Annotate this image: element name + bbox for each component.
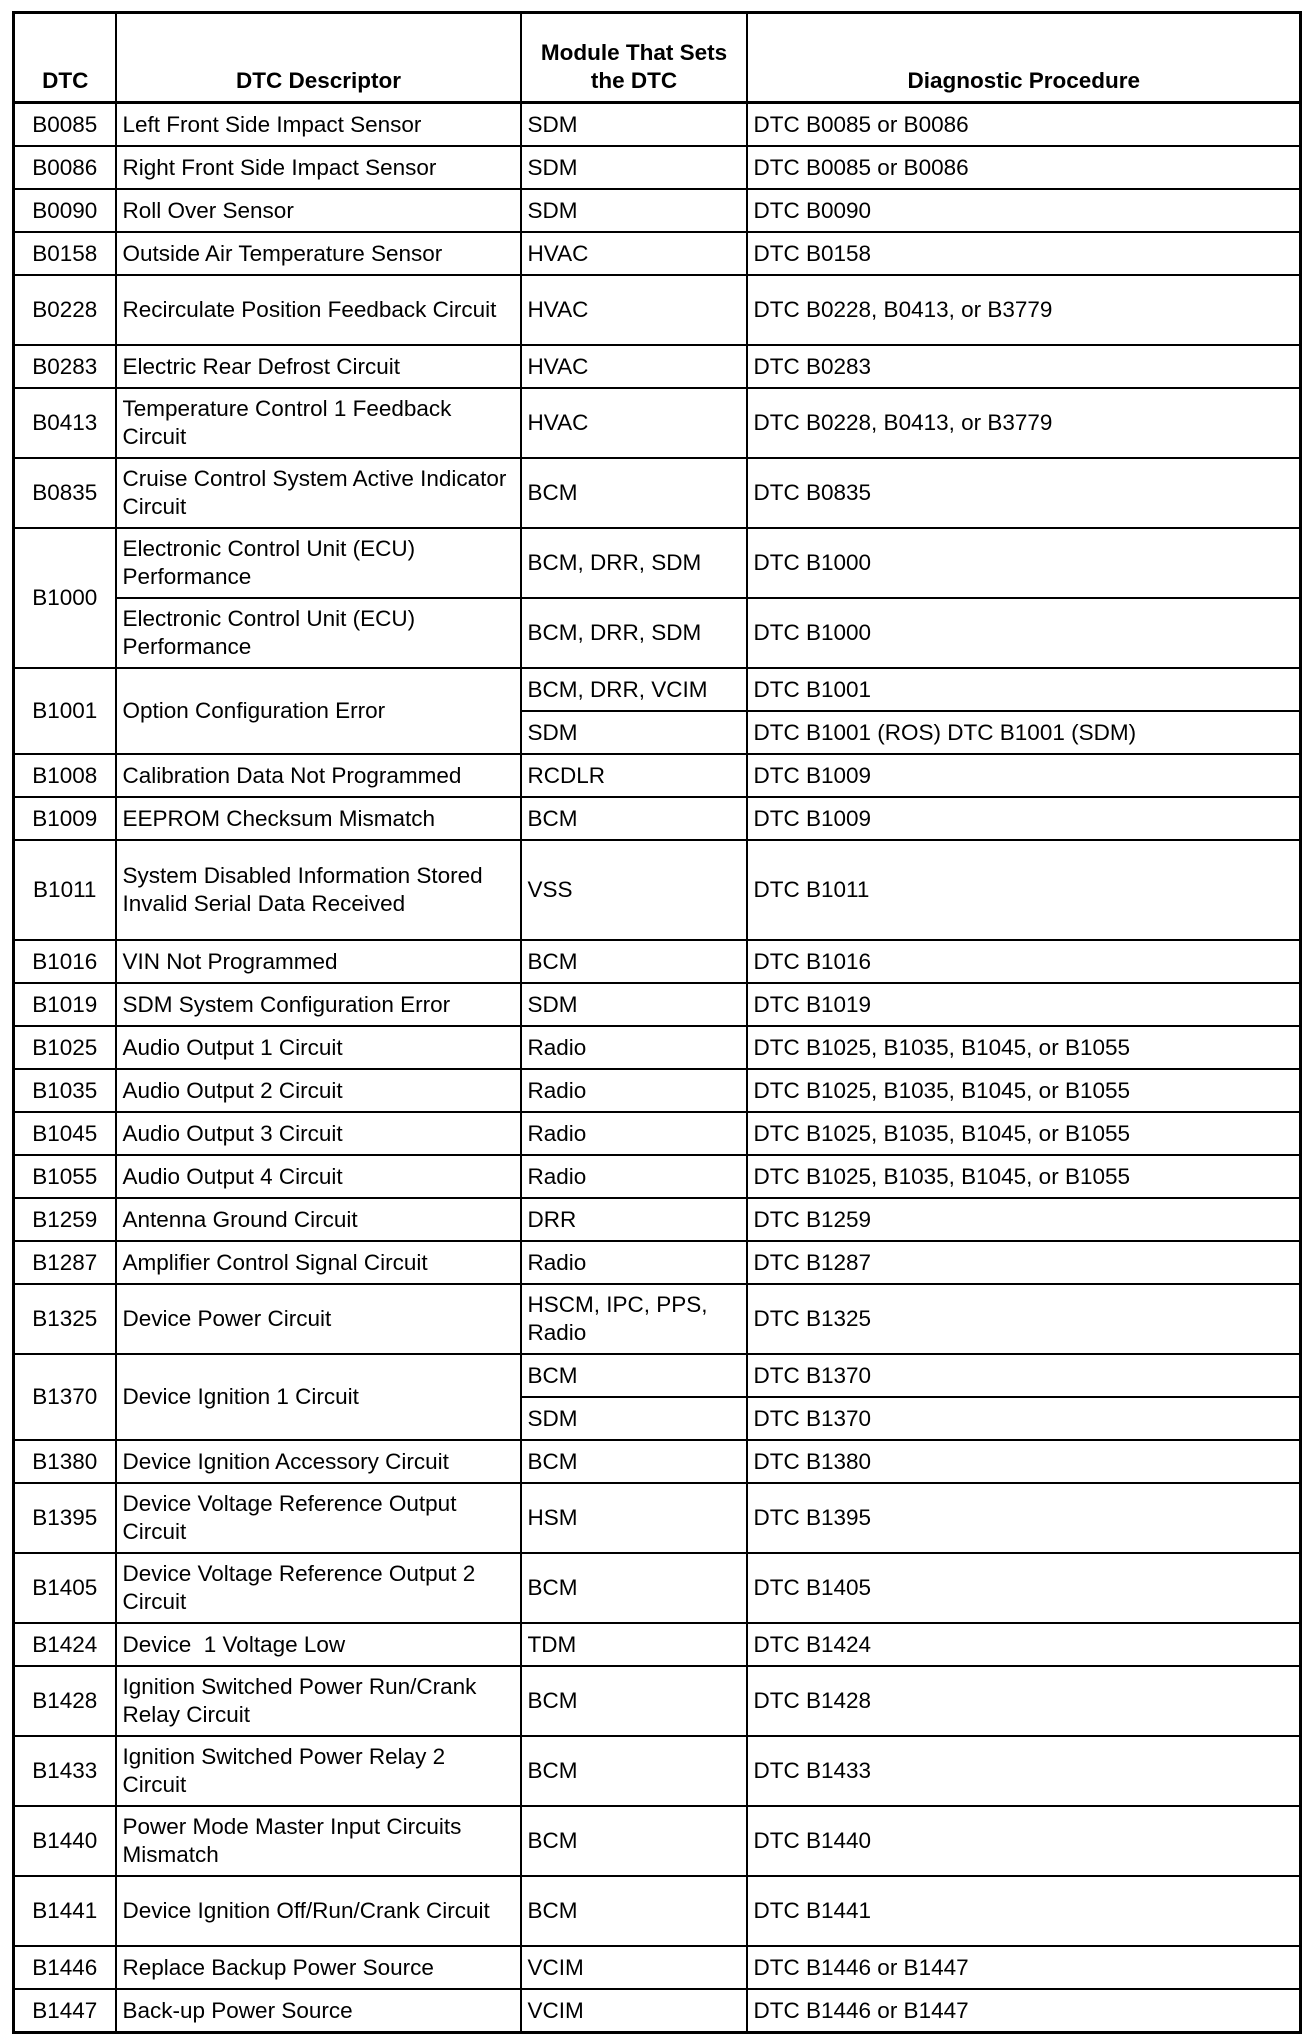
dtc-module: BCM bbox=[521, 1440, 747, 1483]
dtc-procedure: DTC B1287 bbox=[747, 1241, 1301, 1284]
table-row bbox=[14, 983, 1301, 1026]
dtc-procedure: DTC B1000 bbox=[747, 528, 1301, 598]
dtc-procedure: DTC B1016 bbox=[747, 940, 1301, 983]
dtc-procedure: DTC B1019 bbox=[747, 983, 1301, 1026]
table-row bbox=[14, 668, 1301, 711]
dtc-descriptor: Outside Air Temperature Sensor bbox=[116, 232, 521, 275]
dtc-module: HVAC bbox=[521, 275, 747, 345]
dtc-code: B0086 bbox=[14, 146, 116, 189]
dtc-code: B0090 bbox=[14, 189, 116, 232]
dtc-descriptor: Electronic Control Unit (ECU) Performance bbox=[116, 598, 521, 668]
dtc-code: B1433 bbox=[14, 1736, 116, 1806]
dtc-module: BCM, DRR, SDM bbox=[521, 528, 747, 598]
dtc-code: B1424 bbox=[14, 1623, 116, 1666]
dtc-module: VSS bbox=[521, 840, 747, 940]
table-row bbox=[14, 189, 1301, 232]
dtc-module: Radio bbox=[521, 1026, 747, 1069]
dtc-procedure: DTC B1433 bbox=[747, 1736, 1301, 1806]
dtc-procedure: DTC B1025, B1035, B1045, or B1055 bbox=[747, 1026, 1301, 1069]
dtc-descriptor: Left Front Side Impact Sensor bbox=[116, 103, 521, 147]
table-row bbox=[14, 1876, 1301, 1946]
dtc-module: BCM bbox=[521, 1666, 747, 1736]
dtc-module: SDM bbox=[521, 103, 747, 147]
table-row bbox=[14, 598, 1301, 668]
dtc-descriptor: Device Ignition 1 Circuit bbox=[116, 1354, 521, 1440]
dtc-code: B1428 bbox=[14, 1666, 116, 1736]
dtc-code: B1440 bbox=[14, 1806, 116, 1876]
dtc-code: B1380 bbox=[14, 1440, 116, 1483]
table-row bbox=[14, 1112, 1301, 1155]
table-row bbox=[14, 345, 1301, 388]
dtc-procedure: DTC B1424 bbox=[747, 1623, 1301, 1666]
dtc-module: DRR bbox=[521, 1198, 747, 1241]
dtc-descriptor: Ignition Switched Power Run/Crank Relay Circuit bbox=[116, 1666, 521, 1736]
dtc-module: VCIM bbox=[521, 1946, 747, 1989]
table-row bbox=[14, 1483, 1301, 1553]
dtc-procedure: DTC B1446 or B1447 bbox=[747, 1946, 1301, 1989]
table-row bbox=[14, 1946, 1301, 1989]
dtc-module: SDM bbox=[521, 983, 747, 1026]
dtc-procedure: DTC B1441 bbox=[747, 1876, 1301, 1946]
dtc-module: BCM, DRR, SDM bbox=[521, 598, 747, 668]
dtc-table bbox=[12, 11, 1302, 2034]
table-row bbox=[14, 458, 1301, 528]
dtc-code: B1441 bbox=[14, 1876, 116, 1946]
dtc-procedure: DTC B0085 or B0086 bbox=[747, 103, 1301, 147]
dtc-descriptor: Power Mode Master Input Circuits Mismatch bbox=[116, 1806, 521, 1876]
dtc-procedure: DTC B1009 bbox=[747, 754, 1301, 797]
table-row bbox=[14, 528, 1301, 598]
dtc-code: B1325 bbox=[14, 1284, 116, 1354]
dtc-module: RCDLR bbox=[521, 754, 747, 797]
dtc-code: B1011 bbox=[14, 840, 116, 940]
dtc-module: Radio bbox=[521, 1241, 747, 1284]
table-row bbox=[14, 1553, 1301, 1623]
dtc-procedure: DTC B1009 bbox=[747, 797, 1301, 840]
dtc-procedure: DTC B1025, B1035, B1045, or B1055 bbox=[747, 1155, 1301, 1198]
dtc-procedure: DTC B1000 bbox=[747, 598, 1301, 668]
dtc-code: B1035 bbox=[14, 1069, 116, 1112]
dtc-descriptor: Option Configuration Error bbox=[116, 668, 521, 754]
dtc-code: B1370 bbox=[14, 1354, 116, 1440]
dtc-module: Radio bbox=[521, 1155, 747, 1198]
dtc-descriptor: Recirculate Position Feedback Circuit bbox=[116, 275, 521, 345]
dtc-descriptor: Cruise Control System Active Indicator Circuit bbox=[116, 458, 521, 528]
dtc-module: BCM bbox=[521, 940, 747, 983]
header-row bbox=[14, 13, 1301, 103]
table-row bbox=[14, 1155, 1301, 1198]
dtc-descriptor: Replace Backup Power Source bbox=[116, 1946, 521, 1989]
dtc-module: BCM bbox=[521, 1354, 747, 1397]
dtc-descriptor: Temperature Control 1 Feedback Circuit bbox=[116, 388, 521, 458]
dtc-module: TDM bbox=[521, 1623, 747, 1666]
dtc-descriptor: Electronic Control Unit (ECU) Performance bbox=[116, 528, 521, 598]
dtc-procedure: DTC B1370 bbox=[747, 1354, 1301, 1397]
dtc-module: BCM bbox=[521, 1876, 747, 1946]
dtc-procedure: DTC B1395 bbox=[747, 1483, 1301, 1553]
table-row bbox=[14, 1440, 1301, 1483]
table-row bbox=[14, 1806, 1301, 1876]
dtc-module: HVAC bbox=[521, 388, 747, 458]
dtc-descriptor: Device Voltage Reference Output 2 Circuit bbox=[116, 1553, 521, 1623]
dtc-module: BCM, DRR, VCIM bbox=[521, 668, 747, 711]
table-row bbox=[14, 1989, 1301, 2033]
dtc-module: BCM bbox=[521, 1553, 747, 1623]
dtc-descriptor: SDM System Configuration Error bbox=[116, 983, 521, 1026]
dtc-code: B1025 bbox=[14, 1026, 116, 1069]
dtc-descriptor: System Disabled Information Stored Invalid Serial Data Received bbox=[116, 840, 521, 940]
table-row bbox=[14, 1198, 1301, 1241]
dtc-procedure: DTC B0085 or B0086 bbox=[747, 146, 1301, 189]
dtc-descriptor: Device Voltage Reference Output Circuit bbox=[116, 1483, 521, 1553]
dtc-procedure: DTC B1405 bbox=[747, 1553, 1301, 1623]
dtc-descriptor: VIN Not Programmed bbox=[116, 940, 521, 983]
dtc-descriptor: Ignition Switched Power Relay 2 Circuit bbox=[116, 1736, 521, 1806]
dtc-procedure: DTC B0228, B0413, or B3779 bbox=[747, 388, 1301, 458]
dtc-code: B0085 bbox=[14, 103, 116, 147]
table-row bbox=[14, 1736, 1301, 1806]
dtc-code: B1000 bbox=[14, 528, 116, 668]
dtc-module: HVAC bbox=[521, 345, 747, 388]
table-row bbox=[14, 940, 1301, 983]
dtc-descriptor: Back-up Power Source bbox=[116, 1989, 521, 2033]
dtc-module: Radio bbox=[521, 1112, 747, 1155]
table-row bbox=[14, 103, 1301, 147]
dtc-descriptor: Electric Rear Defrost Circuit bbox=[116, 345, 521, 388]
dtc-module: SDM bbox=[521, 146, 747, 189]
dtc-procedure: DTC B0835 bbox=[747, 458, 1301, 528]
dtc-procedure: DTC B1428 bbox=[747, 1666, 1301, 1736]
dtc-code: B1405 bbox=[14, 1553, 116, 1623]
table-row bbox=[14, 1623, 1301, 1666]
dtc-descriptor: Device Ignition Accessory Circuit bbox=[116, 1440, 521, 1483]
dtc-procedure: DTC B0090 bbox=[747, 189, 1301, 232]
header-procedure: Diagnostic Procedure bbox=[747, 13, 1301, 103]
table-row bbox=[14, 232, 1301, 275]
header-module: Module That Sets the DTC bbox=[521, 13, 747, 103]
dtc-descriptor: Right Front Side Impact Sensor bbox=[116, 146, 521, 189]
dtc-module: SDM bbox=[521, 1397, 747, 1440]
table-row bbox=[14, 797, 1301, 840]
dtc-module: Radio bbox=[521, 1069, 747, 1112]
dtc-module: BCM bbox=[521, 1736, 747, 1806]
dtc-code: B0158 bbox=[14, 232, 116, 275]
dtc-procedure: DTC B1440 bbox=[747, 1806, 1301, 1876]
dtc-code: B1016 bbox=[14, 940, 116, 983]
dtc-code: B0283 bbox=[14, 345, 116, 388]
dtc-code: B1008 bbox=[14, 754, 116, 797]
document-page bbox=[12, 11, 1302, 2034]
table-row bbox=[14, 840, 1301, 940]
dtc-descriptor: Antenna Ground Circuit bbox=[116, 1198, 521, 1241]
dtc-module: BCM bbox=[521, 797, 747, 840]
dtc-procedure: DTC B1011 bbox=[747, 840, 1301, 940]
dtc-descriptor: Roll Over Sensor bbox=[116, 189, 521, 232]
dtc-module: SDM bbox=[521, 189, 747, 232]
dtc-procedure: DTC B1380 bbox=[747, 1440, 1301, 1483]
dtc-procedure: DTC B0283 bbox=[747, 345, 1301, 388]
dtc-module: HSCM, IPC, PPS, Radio bbox=[521, 1284, 747, 1354]
table-row bbox=[14, 1666, 1301, 1736]
dtc-procedure: DTC B1001 (ROS) DTC B1001 (SDM) bbox=[747, 711, 1301, 754]
table-row bbox=[14, 1354, 1301, 1397]
dtc-descriptor: Audio Output 1 Circuit bbox=[116, 1026, 521, 1069]
dtc-descriptor: Device 1 Voltage Low bbox=[116, 1623, 521, 1666]
dtc-procedure: DTC B0158 bbox=[747, 232, 1301, 275]
dtc-procedure: DTC B1446 or B1447 bbox=[747, 1989, 1301, 2033]
dtc-procedure: DTC B1025, B1035, B1045, or B1055 bbox=[747, 1069, 1301, 1112]
dtc-module: SDM bbox=[521, 711, 747, 754]
dtc-procedure: DTC B1025, B1035, B1045, or B1055 bbox=[747, 1112, 1301, 1155]
dtc-code: B0413 bbox=[14, 388, 116, 458]
dtc-code: B0835 bbox=[14, 458, 116, 528]
dtc-code: B1259 bbox=[14, 1198, 116, 1241]
dtc-descriptor: Audio Output 3 Circuit bbox=[116, 1112, 521, 1155]
dtc-procedure: DTC B0228, B0413, or B3779 bbox=[747, 275, 1301, 345]
dtc-procedure: DTC B1259 bbox=[747, 1198, 1301, 1241]
dtc-module: HVAC bbox=[521, 232, 747, 275]
dtc-code: B0228 bbox=[14, 275, 116, 345]
dtc-code: B1045 bbox=[14, 1112, 116, 1155]
dtc-descriptor: Amplifier Control Signal Circuit bbox=[116, 1241, 521, 1284]
dtc-procedure: DTC B1370 bbox=[747, 1397, 1301, 1440]
table-row bbox=[14, 1241, 1301, 1284]
dtc-module: HSM bbox=[521, 1483, 747, 1553]
table-row bbox=[14, 1026, 1301, 1069]
dtc-descriptor: Audio Output 4 Circuit bbox=[116, 1155, 521, 1198]
table-row bbox=[14, 754, 1301, 797]
dtc-procedure: DTC B1325 bbox=[747, 1284, 1301, 1354]
dtc-code: B1001 bbox=[14, 668, 116, 754]
table-row bbox=[14, 275, 1301, 345]
dtc-module: VCIM bbox=[521, 1989, 747, 2033]
dtc-module: BCM bbox=[521, 458, 747, 528]
dtc-code: B1019 bbox=[14, 983, 116, 1026]
dtc-descriptor: Audio Output 2 Circuit bbox=[116, 1069, 521, 1112]
dtc-code: B1055 bbox=[14, 1155, 116, 1198]
header-descriptor: DTC Descriptor bbox=[116, 13, 521, 103]
dtc-module: BCM bbox=[521, 1806, 747, 1876]
table-row bbox=[14, 388, 1301, 458]
dtc-descriptor: Device Power Circuit bbox=[116, 1284, 521, 1354]
dtc-code: B1287 bbox=[14, 1241, 116, 1284]
dtc-descriptor: EEPROM Checksum Mismatch bbox=[116, 797, 521, 840]
dtc-code: B1395 bbox=[14, 1483, 116, 1553]
table-row bbox=[14, 1284, 1301, 1354]
dtc-code: B1446 bbox=[14, 1946, 116, 1989]
table-row bbox=[14, 146, 1301, 189]
dtc-code: B1447 bbox=[14, 1989, 116, 2033]
dtc-procedure: DTC B1001 bbox=[747, 668, 1301, 711]
dtc-descriptor: Calibration Data Not Programmed bbox=[116, 754, 521, 797]
table-row bbox=[14, 1069, 1301, 1112]
header-dtc: DTC bbox=[14, 13, 116, 103]
dtc-code: B1009 bbox=[14, 797, 116, 840]
dtc-descriptor: Device Ignition Off/Run/Crank Circuit bbox=[116, 1876, 521, 1946]
